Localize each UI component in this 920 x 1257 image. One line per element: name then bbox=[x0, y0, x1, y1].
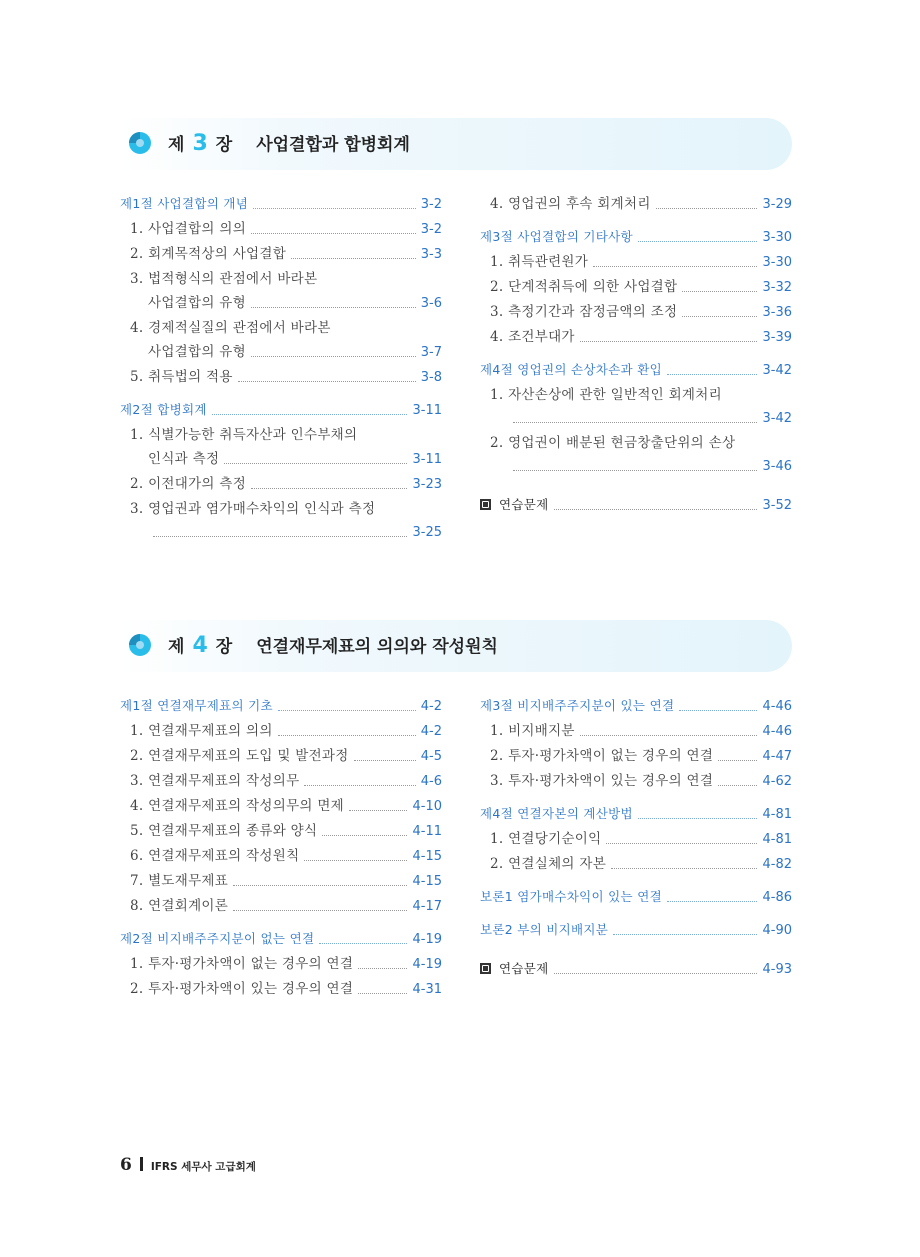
toc-entry-text: 제2절 비지배주주지분이 없는 연결 bbox=[120, 931, 315, 946]
chapter-4-banner bbox=[120, 620, 792, 672]
toc-item-entry[interactable] bbox=[480, 852, 792, 877]
dot-leader bbox=[638, 240, 758, 242]
dot-leader bbox=[554, 508, 758, 510]
toc-page-number: 4-15 bbox=[412, 874, 442, 889]
dot-leader bbox=[718, 759, 757, 761]
toc-page-number: 3-23 bbox=[412, 477, 442, 492]
toc-item-entry[interactable] bbox=[120, 977, 442, 1002]
toc-section-entry[interactable] bbox=[120, 192, 442, 217]
toc-exercise-entry[interactable] bbox=[480, 957, 792, 982]
toc-page-number: 4-2 bbox=[420, 724, 442, 739]
toc-section-entry[interactable] bbox=[480, 918, 792, 943]
toc-item-entry[interactable] bbox=[480, 744, 792, 769]
toc-entry-text: 보론1 염가매수차익이 있는 연결 bbox=[480, 889, 662, 904]
dot-leader bbox=[358, 967, 407, 969]
toc-entry-text: 사업결합의 유형 bbox=[148, 295, 246, 311]
toc-item-entry[interactable] bbox=[120, 869, 442, 894]
dot-leader bbox=[212, 413, 408, 415]
toc-item-entry[interactable] bbox=[120, 894, 442, 919]
dot-leader bbox=[606, 842, 757, 844]
toc-entry-text: 1. 연결당기순이익 bbox=[490, 831, 602, 847]
toc-entry-text: 1. 투자·평가차액이 없는 경우의 연결 bbox=[130, 956, 354, 972]
toc-item-entry[interactable] bbox=[120, 217, 442, 242]
dot-leader bbox=[291, 257, 416, 259]
exercise-icon bbox=[480, 963, 491, 974]
chapter-heading: 사업결합과 합병회계 bbox=[256, 135, 410, 155]
toc-item-continuation[interactable] bbox=[120, 291, 442, 316]
dot-leader bbox=[718, 784, 757, 786]
chapter-4-title bbox=[168, 620, 498, 673]
dot-leader bbox=[554, 972, 758, 974]
dot-leader bbox=[251, 355, 416, 357]
toc-entry-text: 2. 단계적취득에 의한 사업결합 bbox=[490, 279, 678, 295]
dot-leader bbox=[656, 207, 758, 209]
toc-entry-text: 1. 연결재무제표의 의의 bbox=[130, 723, 273, 739]
dot-leader bbox=[611, 867, 757, 869]
toc-item-entry[interactable] bbox=[120, 423, 442, 447]
toc-item-entry[interactable] bbox=[120, 744, 442, 769]
toc-page-number: 3-42 bbox=[762, 411, 792, 426]
toc-page-number: 3-42 bbox=[762, 363, 792, 378]
toc-page-number: 3-8 bbox=[420, 370, 442, 385]
toc-page-number: 4-17 bbox=[412, 899, 442, 914]
dot-leader bbox=[682, 290, 757, 292]
dot-leader bbox=[354, 759, 416, 761]
toc-entry-text: 1. 비지배지분 bbox=[490, 723, 575, 739]
toc-page-number: 4-19 bbox=[412, 932, 442, 947]
toc-item-entry[interactable] bbox=[480, 431, 792, 455]
toc-entry-text: 7. 별도재무제표 bbox=[130, 873, 229, 889]
exercise-icon bbox=[480, 499, 491, 510]
toc-item-entry[interactable] bbox=[480, 719, 792, 744]
chapter-marker-icon bbox=[128, 131, 152, 155]
toc-entry-text: 3. 측정기간과 잠정금액의 조정 bbox=[490, 304, 678, 320]
toc-entry-text: 3. 연결재무제표의 작성의무 bbox=[130, 773, 300, 789]
toc-page-number: 3-46 bbox=[762, 459, 792, 474]
toc-entry-text: 인식과 측정 bbox=[148, 451, 220, 467]
chapter-3 bbox=[120, 118, 792, 540]
toc-entry-text: 제4절 영업권의 손상차손과 환입 bbox=[480, 362, 662, 377]
toc-item-entry[interactable] bbox=[120, 497, 442, 521]
toc-page-number: 4-10 bbox=[412, 799, 442, 814]
dot-leader bbox=[349, 809, 407, 811]
chapter-4 bbox=[120, 620, 792, 997]
toc-page-number: 4-2 bbox=[420, 699, 442, 714]
chapter-heading: 연결재무제표의 의의와 작성원칙 bbox=[256, 637, 498, 657]
dot-leader bbox=[613, 933, 757, 935]
footer-divider bbox=[140, 1157, 143, 1171]
toc-item-entry[interactable] bbox=[120, 794, 442, 819]
toc-section-entry[interactable] bbox=[120, 927, 442, 952]
dot-leader bbox=[233, 909, 407, 911]
toc-page-number: 4-11 bbox=[412, 824, 442, 839]
toc-entry-text: 1. 취득관련원가 bbox=[490, 254, 589, 270]
dot-leader bbox=[253, 207, 416, 209]
toc-entry-text: 1. 식별가능한 취득자산과 인수부채의 bbox=[130, 427, 358, 443]
toc-page-number: 4-19 bbox=[412, 957, 442, 972]
toc-entry-text: 제1절 연결재무제표의 기초 bbox=[120, 698, 273, 713]
dot-leader bbox=[238, 380, 416, 382]
toc-page-number: 4-5 bbox=[420, 749, 442, 764]
toc-page-number: 4-81 bbox=[762, 832, 792, 847]
toc-entry-text: 2. 투자·평가차액이 있는 경우의 연결 bbox=[130, 981, 354, 997]
toc-entry-text: 4. 연결재무제표의 작성의무의 면제 bbox=[130, 798, 345, 814]
dot-leader bbox=[322, 834, 407, 836]
toc-entry-text: 제3절 사업결합의 기타사항 bbox=[480, 229, 633, 244]
toc-page-number: 4-93 bbox=[762, 962, 792, 977]
toc-item-entry[interactable] bbox=[480, 192, 792, 217]
toc-page-number: 3-6 bbox=[420, 296, 442, 311]
toc-item-entry[interactable] bbox=[120, 819, 442, 844]
toc-page-number: 4-15 bbox=[412, 849, 442, 864]
toc-entry-text: 사업결합의 유형 bbox=[148, 344, 246, 360]
toc-entry-text: 2. 투자·평가차액이 없는 경우의 연결 bbox=[490, 748, 714, 764]
toc-page-number: 3-52 bbox=[762, 498, 792, 513]
toc-item-entry[interactable] bbox=[120, 365, 442, 390]
toc-page-number: 4-90 bbox=[762, 923, 792, 938]
toc-item-entry[interactable] bbox=[480, 325, 792, 350]
toc-page-number: 4-46 bbox=[762, 699, 792, 714]
chapter-3-right-column bbox=[480, 192, 792, 518]
dot-leader bbox=[224, 462, 407, 464]
toc-item-entry[interactable] bbox=[120, 242, 442, 267]
chapter-marker-icon bbox=[128, 633, 152, 657]
toc-item-page-line[interactable] bbox=[120, 521, 442, 545]
toc-item-page-line[interactable] bbox=[480, 455, 792, 479]
toc-item-entry[interactable] bbox=[120, 472, 442, 497]
toc-page-number: 3-2 bbox=[420, 197, 442, 212]
toc-entry-text: 4. 영업권의 후속 회계처리 bbox=[490, 196, 651, 212]
toc-entry-text: 2. 회계목적상의 사업결합 bbox=[130, 246, 287, 262]
toc-item-entry[interactable] bbox=[480, 769, 792, 794]
toc-page-number: 3-36 bbox=[762, 305, 792, 320]
book-title: IFRS 세무사 고급회계 bbox=[150, 1161, 256, 1173]
toc-entry-text: 8. 연결회계이론 bbox=[130, 898, 229, 914]
toc-section-entry[interactable] bbox=[480, 885, 792, 910]
toc-section-entry[interactable] bbox=[480, 225, 792, 250]
chapter-suffix: 장 bbox=[215, 135, 233, 155]
toc-exercise-entry[interactable] bbox=[480, 493, 792, 518]
toc-page-number: 3-2 bbox=[420, 222, 442, 237]
toc-entry-text: 연습문제 bbox=[499, 961, 549, 976]
toc-entry-text: 4. 경제적실질의 관점에서 바라본 bbox=[130, 320, 331, 336]
toc-item-entry[interactable] bbox=[480, 383, 792, 407]
toc-page-number: 3-11 bbox=[412, 403, 442, 418]
toc-entry-text: 3. 법적형식의 관점에서 바라본 bbox=[130, 271, 318, 287]
chapter-4-left-column bbox=[120, 694, 442, 1002]
toc-page-number: 3-3 bbox=[420, 247, 442, 262]
dot-leader bbox=[358, 992, 407, 994]
toc-page-number: 4-46 bbox=[762, 724, 792, 739]
toc-entry-text: 2. 연결실체의 자본 bbox=[490, 856, 607, 872]
toc-entry-text: 제2절 합병회계 bbox=[120, 402, 207, 417]
dot-leader bbox=[580, 734, 758, 736]
toc-item-entry[interactable] bbox=[480, 250, 792, 275]
toc-item-entry[interactable] bbox=[480, 275, 792, 300]
toc-page-number: 3-32 bbox=[762, 280, 792, 295]
toc-entry-text: 5. 취득법의 적용 bbox=[130, 369, 233, 385]
dot-leader bbox=[304, 859, 407, 861]
toc-entry-text: 1. 자산손상에 관한 일반적인 회계처리 bbox=[490, 387, 722, 403]
toc-entry-text: 2. 영업권이 배분된 현금창출단위의 손상 bbox=[490, 435, 736, 451]
toc-page-number: 3-30 bbox=[762, 230, 792, 245]
toc-entry-text: 6. 연결재무제표의 작성원칙 bbox=[130, 848, 300, 864]
dot-leader bbox=[278, 734, 416, 736]
dot-leader bbox=[593, 265, 757, 267]
chapter-number: 4 bbox=[192, 633, 208, 658]
dot-leader bbox=[638, 817, 758, 819]
chapter-prefix: 제 bbox=[168, 637, 185, 657]
toc-item-entry[interactable] bbox=[120, 719, 442, 744]
dot-leader bbox=[304, 784, 415, 786]
dot-leader bbox=[278, 709, 416, 711]
toc-item-entry[interactable] bbox=[120, 267, 442, 291]
chapter-number: 3 bbox=[192, 131, 208, 156]
toc-item-entry[interactable] bbox=[480, 300, 792, 325]
toc-entry-text: 연습문제 bbox=[499, 497, 549, 512]
toc-item-continuation[interactable] bbox=[120, 340, 442, 365]
toc-entry-text: 3. 투자·평가차액이 있는 경우의 연결 bbox=[490, 773, 714, 789]
toc-entry-text: 4. 조건부대가 bbox=[490, 329, 575, 345]
dot-leader bbox=[513, 469, 757, 471]
toc-page-number: 3-11 bbox=[412, 452, 442, 467]
toc-page-number: 3-29 bbox=[762, 197, 792, 212]
dot-leader bbox=[251, 306, 416, 308]
toc-entry-text: 보론2 부의 비지배지분 bbox=[480, 922, 609, 937]
page-number: 6 bbox=[120, 1155, 132, 1175]
chapter-3-left-column bbox=[120, 192, 442, 545]
toc-page-number: 4-81 bbox=[762, 807, 792, 822]
dot-leader bbox=[682, 315, 757, 317]
toc-section-entry[interactable] bbox=[480, 358, 792, 383]
dot-leader bbox=[580, 340, 758, 342]
chapter-3-banner bbox=[120, 118, 792, 170]
toc-item-page-line[interactable] bbox=[480, 407, 792, 431]
toc-item-entry[interactable] bbox=[480, 827, 792, 852]
toc-item-entry[interactable] bbox=[120, 769, 442, 794]
toc-page-number: 3-25 bbox=[412, 525, 442, 540]
toc-page-number: 4-47 bbox=[762, 749, 792, 764]
toc-section-entry[interactable] bbox=[480, 802, 792, 827]
toc-entry-text: 3. 영업권과 염가매수차익의 인식과 측정 bbox=[130, 501, 376, 517]
dot-leader bbox=[319, 942, 407, 944]
toc-entry-text: 5. 연결재무제표의 종류와 양식 bbox=[130, 823, 318, 839]
toc-page-number: 3-39 bbox=[762, 330, 792, 345]
toc-page-number: 4-31 bbox=[412, 982, 442, 997]
toc-page-number: 4-62 bbox=[762, 774, 792, 789]
toc-page-number: 4-86 bbox=[762, 890, 792, 905]
dot-leader bbox=[667, 900, 758, 902]
toc-page-number: 4-82 bbox=[762, 857, 792, 872]
dot-leader bbox=[679, 709, 757, 711]
toc-item-entry[interactable] bbox=[120, 316, 442, 340]
chapter-3-title bbox=[168, 118, 410, 171]
dot-leader bbox=[667, 373, 758, 375]
toc-section-entry[interactable] bbox=[480, 694, 792, 719]
toc-item-entry[interactable] bbox=[120, 844, 442, 869]
toc-entry-text: 2. 연결재무제표의 도입 및 발전과정 bbox=[130, 748, 349, 764]
toc-page-number: 4-6 bbox=[420, 774, 442, 789]
chapter-prefix: 제 bbox=[168, 135, 185, 155]
dot-leader bbox=[233, 884, 407, 886]
chapter-4-right-column bbox=[480, 694, 792, 982]
toc-entry-text: 제1절 사업결합의 개념 bbox=[120, 196, 249, 211]
toc-entry-text: 제3절 비지배주주지분이 있는 연결 bbox=[480, 698, 675, 713]
toc-section-entry[interactable] bbox=[120, 694, 442, 719]
dot-leader bbox=[153, 535, 407, 537]
toc-item-entry[interactable] bbox=[120, 952, 442, 977]
toc-entry-text: 2. 이전대가의 측정 bbox=[130, 476, 247, 492]
dot-leader bbox=[513, 421, 757, 423]
toc-entry-text: 1. 사업결합의 의의 bbox=[130, 221, 247, 237]
toc-entry-text: 제4절 연결자본의 계산방법 bbox=[480, 806, 633, 821]
page-footer bbox=[120, 1155, 256, 1175]
dot-leader bbox=[251, 487, 407, 489]
dot-leader bbox=[251, 232, 416, 234]
toc-page-number: 3-7 bbox=[420, 345, 442, 360]
toc-page-number: 3-30 bbox=[762, 255, 792, 270]
toc-section-entry[interactable] bbox=[120, 398, 442, 423]
toc-item-continuation[interactable] bbox=[120, 447, 442, 472]
chapter-suffix: 장 bbox=[215, 637, 233, 657]
